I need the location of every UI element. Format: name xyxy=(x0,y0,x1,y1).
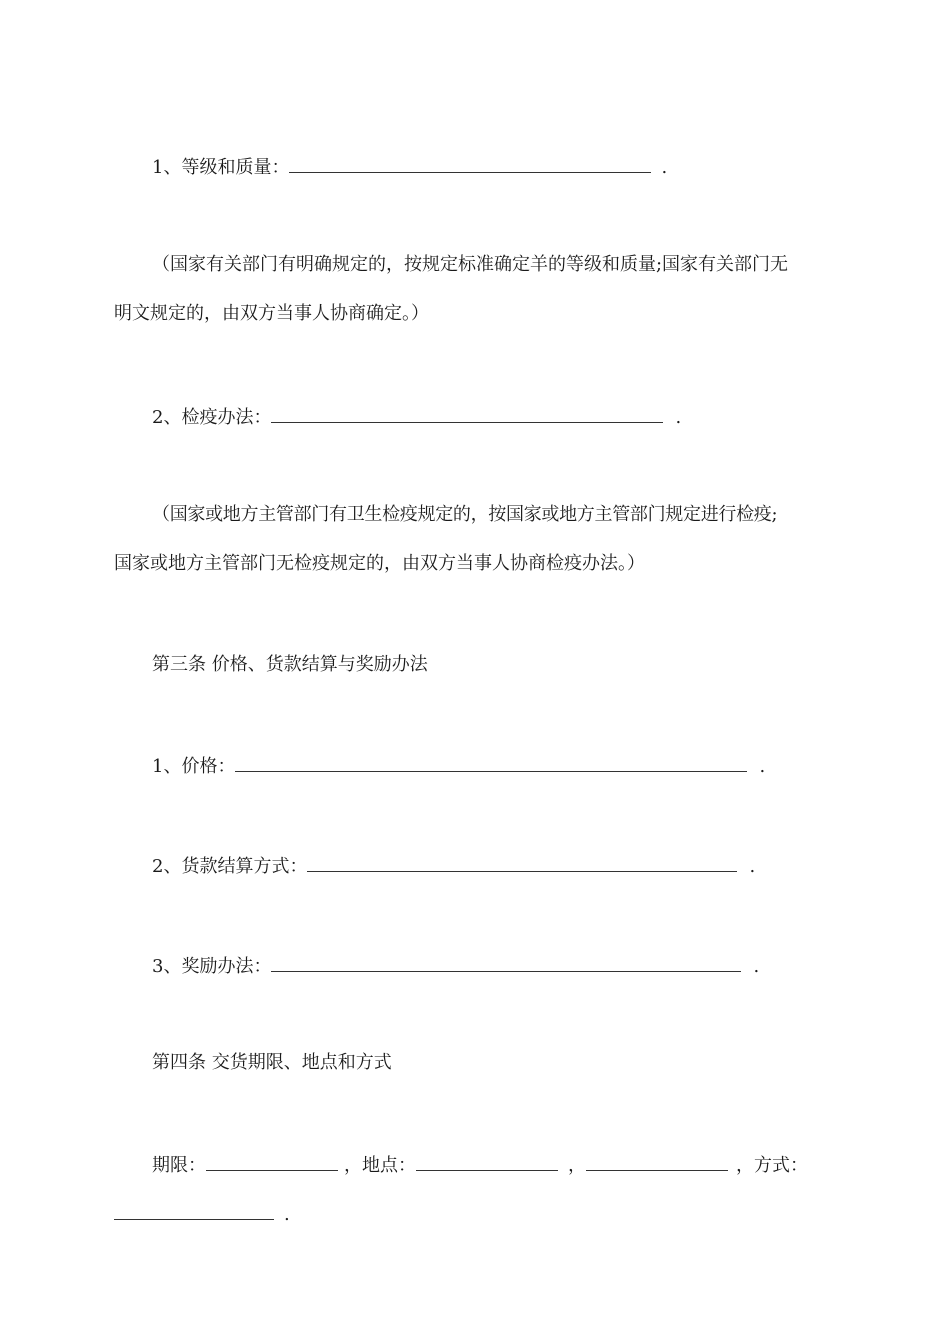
location-label: ，地点： xyxy=(344,1155,416,1176)
grade-quality-blank[interactable] xyxy=(289,154,651,173)
grade-note-line1: （国家有关部门有明确规定的，按规定标准确定羊的等级和质量;国家有关部门无 xyxy=(152,254,789,275)
grade-note-line2: 明文规定的，由双方当事人协商确定。） xyxy=(114,303,429,324)
location-blank[interactable] xyxy=(416,1152,558,1171)
reward-end: . xyxy=(753,956,760,977)
price-row xyxy=(152,753,765,777)
settlement-row xyxy=(152,853,755,877)
settlement-label: 2、货款结算方式： xyxy=(152,856,308,877)
period-blank[interactable] xyxy=(206,1152,338,1171)
location-blank-2[interactable] xyxy=(586,1152,728,1171)
quarantine-blank[interactable] xyxy=(271,404,663,423)
method-end: . xyxy=(284,1204,290,1225)
method-blank[interactable] xyxy=(114,1201,274,1220)
method-label: ，方式： xyxy=(736,1155,808,1176)
location-separator: ， xyxy=(568,1155,586,1176)
quarantine-note-line1: （国家或地方主管部门有卫生检疫规定的，按国家或地方主管部门规定进行检疫; xyxy=(152,504,778,525)
reward-label: 3、奖励办法： xyxy=(152,956,272,977)
method-row xyxy=(114,1201,290,1225)
price-label: 1、价格： xyxy=(152,756,236,777)
period-label: 期限： xyxy=(152,1155,206,1176)
article-4-title: 第四条 交货期限、地点和方式 xyxy=(152,1052,392,1073)
grade-quality-end: . xyxy=(661,157,668,178)
reward-row xyxy=(152,953,759,977)
grade-quality-row xyxy=(152,154,667,178)
price-end: . xyxy=(759,756,766,777)
reward-blank[interactable] xyxy=(271,953,741,972)
grade-quality-label: 1、等级和质量： xyxy=(152,157,290,178)
quarantine-label: 2、检疫办法： xyxy=(152,407,272,428)
quarantine-end: . xyxy=(675,407,682,428)
settlement-blank[interactable] xyxy=(307,853,737,872)
delivery-row xyxy=(152,1152,808,1176)
quarantine-row xyxy=(152,404,681,428)
article-3-title: 第三条 价格、货款结算与奖励办法 xyxy=(152,654,428,675)
price-blank[interactable] xyxy=(235,753,747,772)
quarantine-note-line2: 国家或地方主管部门无检疫规定的，由双方当事人协商检疫办法。） xyxy=(114,553,645,574)
settlement-end: . xyxy=(749,856,756,877)
